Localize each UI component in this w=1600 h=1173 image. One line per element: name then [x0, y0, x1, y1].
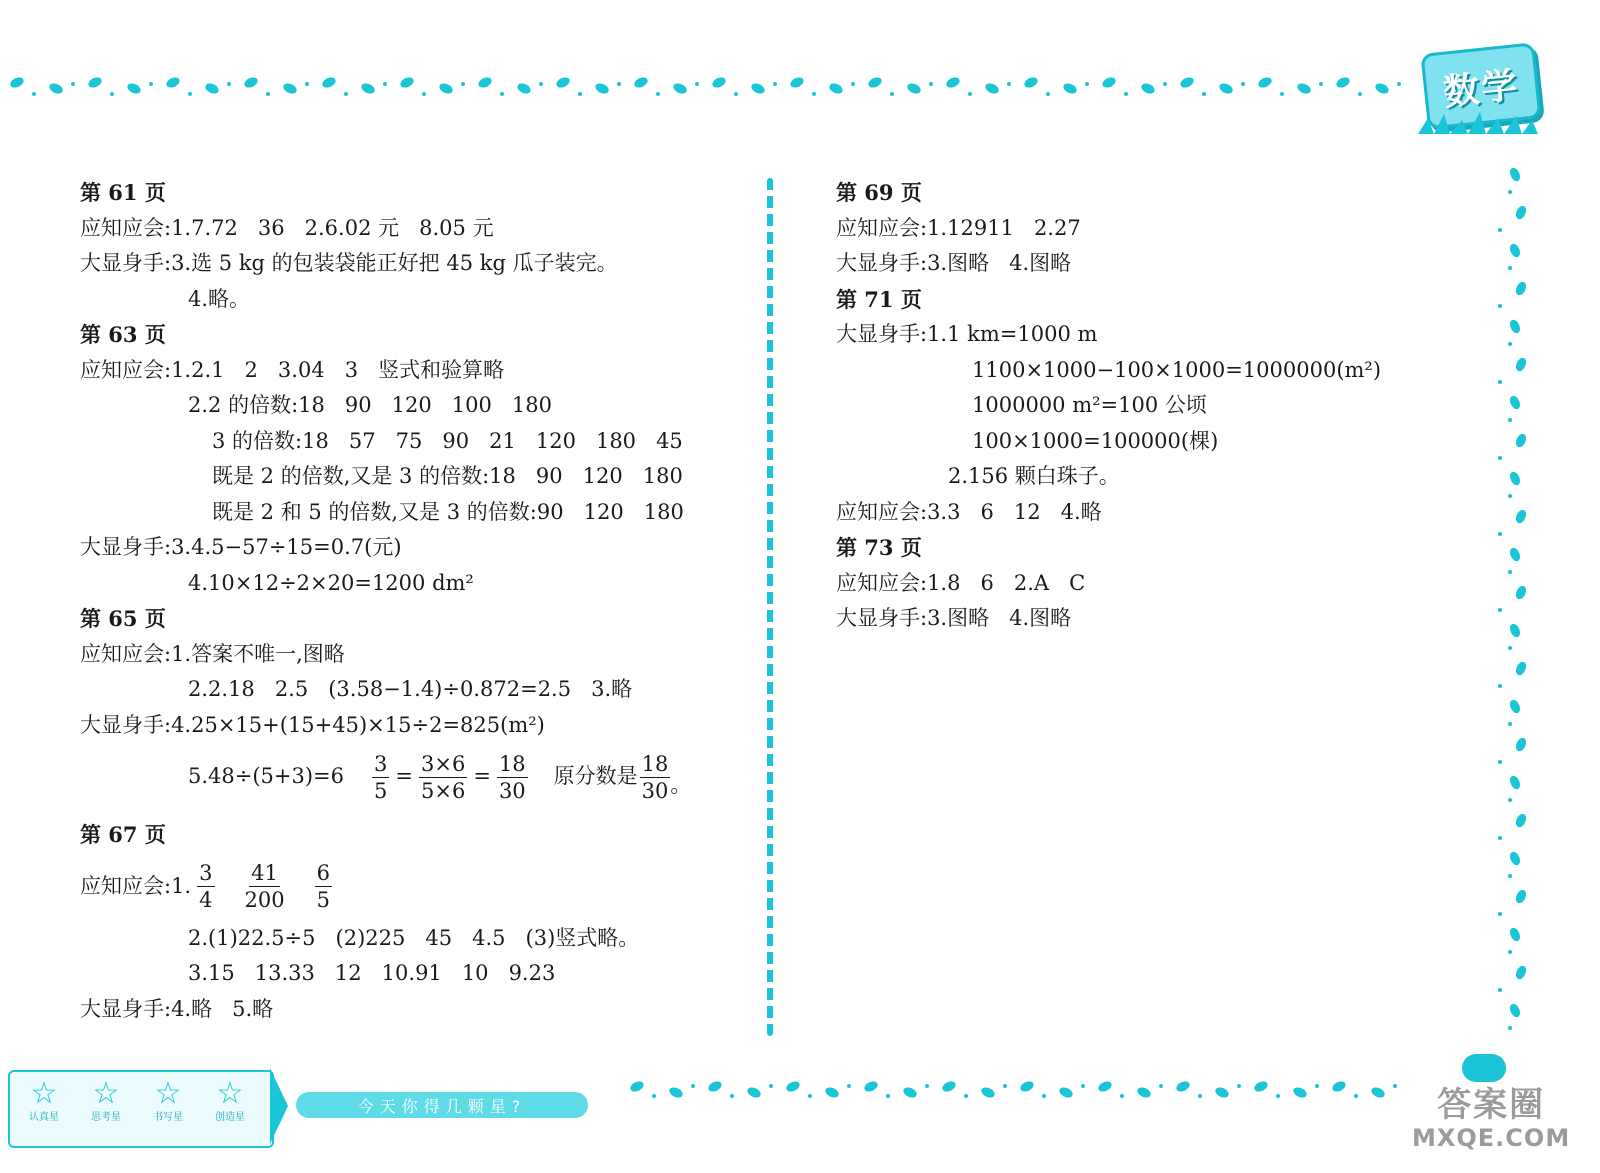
border-drop-icon [707, 1079, 723, 1093]
border-dot-icon [1159, 1084, 1163, 1088]
border-drop-icon [9, 75, 25, 89]
border-drop-icon [629, 1079, 645, 1093]
fraction [197, 860, 214, 913]
border-dot-icon [652, 1094, 656, 1098]
border-drop-icon [906, 81, 922, 95]
border-dot-icon [266, 92, 270, 96]
star-item [202, 1078, 258, 1126]
border-drop-icon [863, 1079, 879, 1093]
border-dot-icon [1498, 988, 1502, 992]
equals-sign: = [395, 764, 413, 789]
border-drop-icon [1292, 1085, 1308, 1099]
border-dot-icon [149, 82, 153, 86]
star-icon: ☆ [216, 1076, 244, 1111]
border-drop-icon [668, 1085, 684, 1099]
border-dot-icon [1393, 1084, 1397, 1088]
answer-line: 大显身手:1.1 km=1000 m [836, 322, 1098, 346]
border-drop-icon [1175, 1079, 1191, 1093]
border-drop-icon [165, 75, 181, 89]
answer-line: 应知应会:1.7.72 36 2.6.02 元 8.05 元 [80, 215, 494, 240]
border-dot-icon [1508, 418, 1512, 422]
border-drop-icon [477, 75, 493, 89]
border-dot-icon [1508, 1026, 1512, 1030]
section-heading-p63: 第 63 页 [80, 322, 166, 347]
border-drop-icon [1514, 812, 1528, 828]
border-dot-icon [1280, 92, 1284, 96]
border-dot-icon [812, 92, 816, 96]
border-dot-icon [691, 1084, 695, 1088]
border-dot-icon [1319, 82, 1323, 86]
star-prompt-banner [296, 1092, 588, 1118]
border-dot-icon [773, 82, 777, 86]
fraction [497, 751, 528, 804]
border-drop-icon [1097, 1079, 1113, 1093]
border-dot-icon [890, 92, 894, 96]
answer-line: 大显身手:3.图略 4.图略 [836, 251, 1072, 275]
star-icon: ☆ [154, 1076, 182, 1111]
fraction [419, 751, 467, 804]
answer-line: 大显身手:4.25×15+(15+45)×15÷2=825(m²) [80, 712, 545, 737]
fraction-denominator: 5 [316, 888, 330, 912]
fraction-numerator: 3×6 [421, 751, 466, 776]
border-dot-icon [1498, 304, 1502, 308]
border-dot-icon [964, 1094, 968, 1098]
border-drop-icon [282, 81, 298, 95]
border-drop-icon [1514, 964, 1528, 980]
answer-line: 2.(1)22.5÷5 (2)225 45 4.5 (3)竖式略。 [188, 925, 640, 950]
border-dot-icon [1508, 494, 1512, 498]
star-icon: ☆ [92, 1076, 120, 1111]
border-dot-icon [617, 82, 621, 86]
border-dot-icon [1498, 760, 1502, 764]
section-heading-p71: 第 71 页 [836, 286, 922, 312]
border-dot-icon [539, 82, 543, 86]
border-drop-icon [746, 1085, 762, 1099]
border-dot-icon [808, 1094, 812, 1098]
fraction-answer-line [80, 853, 740, 921]
arrow-tip-icon [270, 1068, 288, 1144]
border-drop-icon [945, 75, 961, 89]
border-drop-icon [828, 81, 844, 95]
border-drop-icon [1296, 81, 1312, 95]
border-drop-icon [1514, 280, 1528, 296]
border-drop-icon [1508, 774, 1522, 790]
left-column [80, 175, 740, 1027]
answer-line: 大显身手:3.选 5 kg 的包装袋能正好把 45 kg 瓜子装完。 [80, 251, 618, 275]
border-dot-icon [1508, 646, 1512, 650]
border-drop-icon [1335, 75, 1351, 89]
fraction-numerator: 6 [316, 861, 330, 885]
border-drop-icon [516, 81, 532, 95]
border-drop-icon [555, 75, 571, 89]
grass-icon [1418, 110, 1538, 134]
border-drop-icon [1514, 888, 1528, 904]
answer-line: 大显身手:4.略 5.略 [80, 996, 274, 1021]
border-dot-icon [1498, 456, 1502, 460]
star-item [140, 1078, 196, 1126]
border-dot-icon [1276, 1094, 1280, 1098]
border-drop-icon [204, 81, 220, 95]
answer-line: 2.156 颗白珠子。 [948, 464, 1120, 488]
border-dot-icon [1508, 722, 1512, 726]
border-drop-icon [1508, 546, 1522, 562]
fraction [372, 751, 389, 804]
border-dot-icon [1508, 570, 1512, 574]
border-dot-icon [1241, 82, 1245, 86]
page-number-bubble [1462, 1054, 1506, 1082]
answer-line: 2.2 的倍数:18 90 120 100 180 [188, 393, 552, 417]
border-dot-icon [847, 1084, 851, 1088]
border-drop-icon [1514, 660, 1528, 676]
border-drop-icon [1508, 470, 1522, 486]
border-dot-icon [578, 92, 582, 96]
border-drop-icon [1508, 622, 1522, 638]
fraction-denominator: 4 [199, 888, 213, 912]
border-dot-icon [1498, 836, 1502, 840]
fraction-numerator: 41 [251, 861, 278, 885]
section-heading-p67: 第 67 页 [80, 822, 166, 847]
star-prompt-text: 今天你得几颗星? [357, 1096, 527, 1116]
border-dot-icon [383, 82, 387, 86]
answer-text: 5.48÷(5+3)=6 [188, 764, 345, 789]
border-dot-icon [1508, 342, 1512, 346]
star-label: 思考星 [91, 1112, 121, 1123]
fraction [640, 751, 671, 804]
answer-line: 应知应会:1.2.1 2 3.04 3 竖式和验算略 [80, 357, 505, 382]
border-drop-icon [1508, 242, 1522, 258]
border-dot-icon [1498, 228, 1502, 232]
border-drop-icon [1514, 356, 1528, 372]
border-drop-icon [1019, 1079, 1035, 1093]
border-dot-icon [695, 82, 699, 86]
border-drop-icon [1062, 81, 1078, 95]
border-drop-icon [1140, 81, 1156, 95]
border-dot-icon [851, 82, 855, 86]
border-drop-icon [1058, 1085, 1074, 1099]
star-label: 书写星 [153, 1112, 183, 1123]
border-dot-icon [110, 92, 114, 96]
watermark-title: 答案圈 [1437, 1085, 1546, 1125]
border-drop-icon [1514, 584, 1528, 600]
border-drop-icon [1374, 81, 1390, 95]
border-dot-icon [656, 92, 660, 96]
border-dot-icon [1397, 82, 1401, 86]
border-drop-icon [824, 1085, 840, 1099]
fraction-numerator: 3 [199, 861, 213, 885]
star-label: 认真星 [29, 1112, 59, 1123]
border-dot-icon [344, 92, 348, 96]
answer-line: 3 的倍数:18 57 75 90 21 120 180 45 [212, 428, 683, 453]
border-dot-icon [305, 82, 309, 86]
fraction [245, 860, 285, 913]
answer-line: 应知应会:1.答案不唯一,图略 [80, 641, 345, 666]
fraction-denominator: 200 [244, 888, 285, 912]
fraction-numerator: 18 [498, 751, 526, 776]
equals-sign: = [473, 764, 491, 789]
border-drop-icon [243, 75, 259, 89]
border-dot-icon [1358, 92, 1362, 96]
fraction [315, 860, 332, 913]
border-drop-icon [360, 81, 376, 95]
star-item [16, 1078, 72, 1126]
answer-line: 应知应会:3.3 6 12 4.略 [836, 499, 1102, 524]
border-dot-icon [1315, 1084, 1319, 1088]
border-dot-icon [1046, 92, 1050, 96]
fraction-denominator: 5×6 [421, 778, 466, 803]
border-dot-icon [929, 82, 933, 86]
answer-line: 4.10×12÷2×20=1200 dm² [188, 570, 474, 595]
border-dot-icon [32, 92, 36, 96]
border-dot-icon [1498, 608, 1502, 612]
fraction-numerator: 3 [374, 751, 388, 776]
border-drop-icon [1508, 394, 1522, 410]
watermark-url: MXQE.COM [1412, 1124, 1571, 1152]
answer-line: 应知应会:1.12911 2.27 [836, 215, 1081, 240]
border-dot-icon [925, 1084, 929, 1088]
border-dot-icon [500, 92, 504, 96]
answer-line: 大显身手:3.图略 4.图略 [836, 606, 1072, 630]
border-drop-icon [1514, 432, 1528, 448]
answer-line: 2.2.18 2.5 (3.58−1.4)÷0.872=2.5 3.略 [188, 677, 633, 701]
answer-text: 。 [670, 772, 692, 797]
border-drop-icon [1257, 75, 1273, 89]
fraction-answer-line [80, 743, 740, 811]
border-dot-icon [1120, 1094, 1124, 1098]
border-drop-icon [941, 1079, 957, 1093]
fraction-denominator: 30 [498, 778, 526, 803]
section-heading-p69: 第 69 页 [836, 180, 922, 205]
border-dot-icon [1508, 798, 1512, 802]
border-dot-icon [1081, 1084, 1085, 1088]
border-dot-icon [71, 82, 75, 86]
border-drop-icon [399, 75, 415, 89]
border-drop-icon [1179, 75, 1195, 89]
fraction-numerator: 18 [641, 751, 669, 776]
border-dot-icon [1124, 92, 1128, 96]
star-icon: ☆ [30, 1076, 58, 1111]
border-dot-icon [730, 1094, 734, 1098]
border-drop-icon [750, 81, 766, 95]
border-drop-icon [1218, 81, 1234, 95]
border-dot-icon [1508, 266, 1512, 270]
border-drop-icon [1136, 1085, 1152, 1099]
border-dot-icon [422, 92, 426, 96]
border-drop-icon [1508, 166, 1522, 182]
answer-line: 100×1000=100000(棵) [972, 428, 1219, 453]
border-drop-icon [594, 81, 610, 95]
border-drop-icon [1508, 698, 1522, 714]
right-column [836, 175, 1436, 637]
border-drop-icon [1331, 1079, 1347, 1093]
answer-text: 应知应会:1. [80, 873, 192, 898]
border-drop-icon [1253, 1079, 1269, 1093]
star-item [78, 1078, 134, 1126]
answer-line: 大显身手:3.4.5−57÷15=0.7(元) [80, 535, 402, 559]
border-drop-icon [789, 75, 805, 89]
border-dot-icon [886, 1094, 890, 1098]
border-drop-icon [1370, 1085, 1386, 1099]
border-drop-icon [672, 81, 688, 95]
border-drop-icon [1508, 850, 1522, 866]
border-drop-icon [984, 81, 1000, 95]
border-drop-icon [711, 75, 727, 89]
border-drop-icon [321, 75, 337, 89]
answer-line: 既是 2 和 5 的倍数,又是 3 的倍数:90 120 180 [212, 499, 684, 524]
border-dot-icon [1498, 684, 1502, 688]
border-dot-icon [1163, 82, 1167, 86]
border-drop-icon [902, 1085, 918, 1099]
border-dot-icon [188, 92, 192, 96]
star-label: 创造星 [215, 1112, 245, 1123]
section-heading-p65: 第 65 页 [80, 606, 166, 631]
border-dot-icon [1007, 82, 1011, 86]
border-dot-icon [1198, 1094, 1202, 1098]
border-dot-icon [1085, 82, 1089, 86]
border-drop-icon [1508, 318, 1522, 334]
border-drop-icon [1514, 204, 1528, 220]
answer-line: 4.略。 [188, 286, 251, 311]
border-drop-icon [980, 1085, 996, 1099]
fraction-denominator: 5 [374, 778, 388, 803]
border-dot-icon [1508, 874, 1512, 878]
section-heading-p61: 第 61 页 [80, 180, 166, 205]
answer-line: 1000000 m²=100 公顷 [972, 393, 1207, 417]
border-dot-icon [769, 1084, 773, 1088]
border-drop-icon [1023, 75, 1039, 89]
answer-line: 3.15 13.33 12 10.91 10 9.23 [188, 961, 556, 985]
border-drop-icon [1514, 508, 1528, 524]
border-dot-icon [461, 82, 465, 86]
border-dot-icon [968, 92, 972, 96]
watermark [1412, 1086, 1570, 1152]
border-dot-icon [1508, 950, 1512, 954]
answer-line: 应知应会:1.8 6 2.A C [836, 570, 1086, 595]
border-drop-icon [1508, 1002, 1522, 1018]
border-dot-icon [1498, 380, 1502, 384]
border-drop-icon [633, 75, 649, 89]
border-drop-icon [126, 81, 142, 95]
answer-text: 原分数是 [553, 764, 638, 789]
star-rating-box [8, 1070, 274, 1148]
border-dot-icon [1508, 190, 1512, 194]
border-dot-icon [734, 92, 738, 96]
border-drop-icon [87, 75, 103, 89]
border-dot-icon [1042, 1094, 1046, 1098]
fraction-denominator: 30 [641, 778, 669, 803]
column-divider [767, 178, 773, 1036]
border-drop-icon [1101, 75, 1117, 89]
border-dot-icon [227, 82, 231, 86]
border-drop-icon [867, 75, 883, 89]
border-dot-icon [1237, 1084, 1241, 1088]
answer-line: 1100×1000−100×1000=1000000(m²) [972, 357, 1382, 382]
border-dot-icon [1003, 1084, 1007, 1088]
border-dot-icon [1498, 532, 1502, 536]
border-drop-icon [1514, 736, 1528, 752]
border-dot-icon [1498, 912, 1502, 916]
border-drop-icon [1214, 1085, 1230, 1099]
border-drop-icon [1508, 926, 1522, 942]
border-dot-icon [1202, 92, 1206, 96]
answer-line: 既是 2 的倍数,又是 3 的倍数:18 90 120 180 [212, 464, 683, 488]
border-drop-icon [438, 81, 454, 95]
section-heading-p73: 第 73 页 [836, 535, 922, 560]
border-dot-icon [1354, 1094, 1358, 1098]
border-drop-icon [48, 81, 64, 95]
border-drop-icon [785, 1079, 801, 1093]
subject-label: 数学 [1441, 64, 1522, 114]
